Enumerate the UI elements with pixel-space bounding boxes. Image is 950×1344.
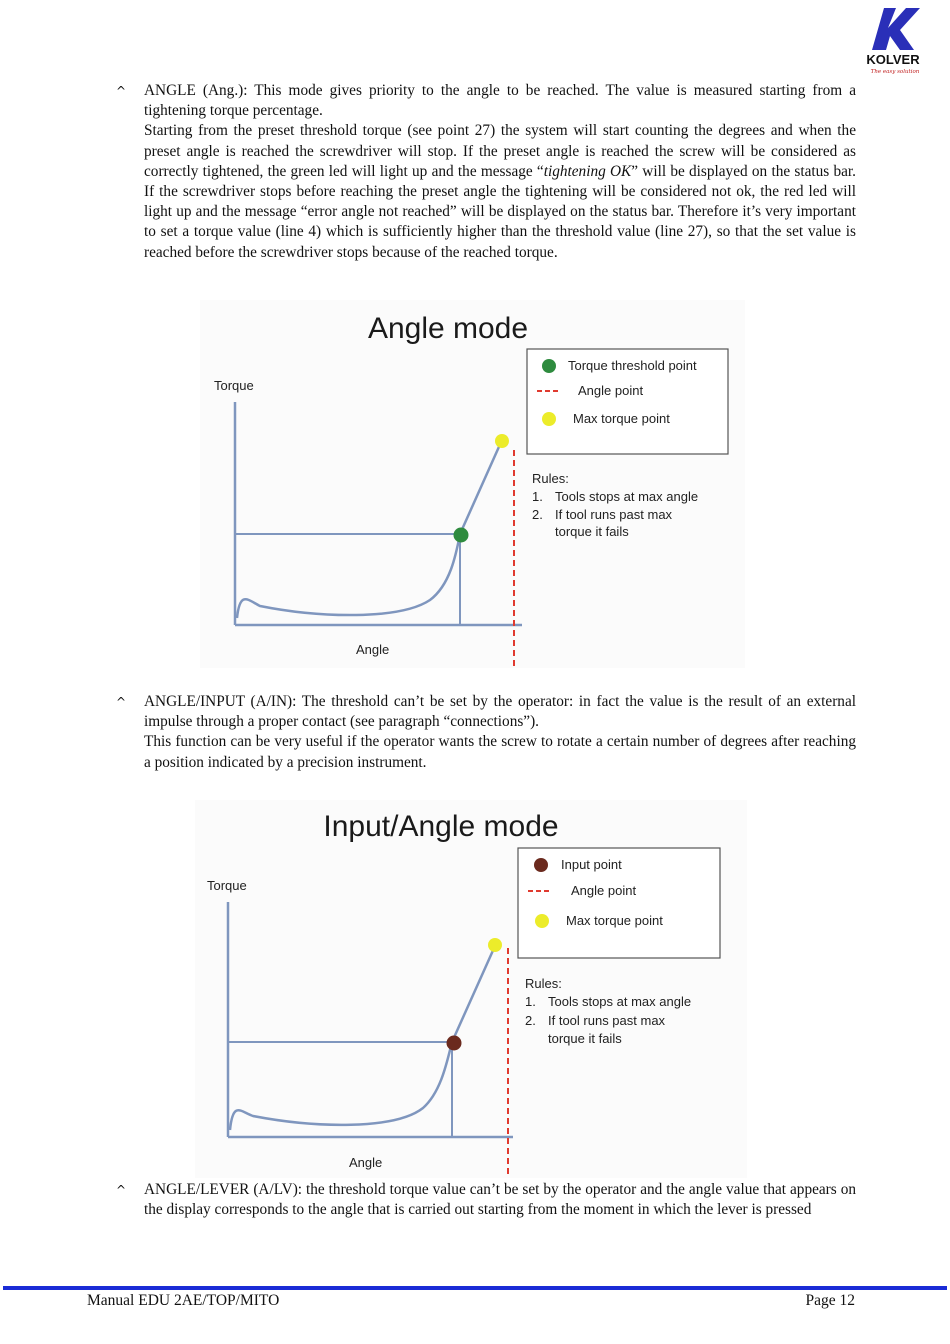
y-axis-label: Torque	[214, 378, 254, 393]
max-torque-point	[495, 434, 509, 448]
legend-max-icon	[542, 412, 556, 426]
legend-item-angle: Angle point	[571, 883, 637, 898]
torque-threshold-point	[454, 528, 469, 543]
angle-input-intro-text: ANGLE/INPUT (A/IN): The threshold can’t be set by the operator: in fact the value is the result of an external impulse through a proper contact (see paragraph “connections”).	[144, 693, 856, 731]
kolver-logo	[862, 6, 924, 76]
figure-title: Input/Angle mode	[323, 810, 559, 843]
legend-item-max: Max torque point	[573, 411, 670, 426]
rule-2-cont: torque it fails	[555, 524, 629, 539]
logo-brand: KOLVER	[866, 52, 920, 67]
input-point	[447, 1036, 462, 1051]
angle-lever-text: ANGLE/LEVER (A/LV): the threshold torque value can’t be set by the operator and the angle value that appears on the display corresponds to the angle that is carried out starting from the moment in which the lever is pressed	[144, 1181, 856, 1219]
rule-number-1: 1.	[525, 994, 536, 1009]
x-axis-label: Angle	[356, 642, 390, 657]
legend-max-icon	[535, 914, 549, 928]
rule-1: Tools stops at max angle	[555, 489, 699, 504]
rule-2: If tool runs past max	[555, 507, 673, 522]
input-angle-mode-figure	[195, 800, 747, 1178]
legend-item-max: Max torque point	[566, 913, 663, 928]
logo-tagline: The easy solution	[870, 69, 920, 75]
rules-title: Rules:	[532, 471, 569, 486]
bullet-marker: ^	[116, 84, 127, 98]
footer-divider	[3, 1286, 947, 1290]
legend-point-icon	[534, 858, 548, 872]
rule-2: If tool runs past max	[548, 1013, 666, 1028]
footer-page-number: Page 12	[805, 1292, 855, 1309]
rule-2-cont: torque it fails	[548, 1031, 622, 1046]
angle-input-section	[116, 692, 856, 773]
angle-mode-chart	[200, 300, 745, 668]
legend-item-angle: Angle point	[578, 383, 644, 398]
footer-manual-title: Manual EDU 2AE/TOP/MITO	[87, 1292, 280, 1309]
angle-detail-text: Starting from the preset threshold torque (see point 27) the system will start counting the degrees and when the preset angle is reached the screwdriver will stop. If the preset angle is reached the screw will be considered as correctly tightened, the green led will light up and the message “tightening OK” will be displayed on the status bar. If the screwdriver stops before reaching the preset angle the tightening will be considered not ok, the red led will light up and the message “error angle not reached” will be displayed on the status bar. Therefore it’s very important to set a torque value (line 4) which is sufficiently higher than the threshold value (line 27), so that the set value is reached before the screwdriver stops because of the reached torque.	[144, 122, 856, 261]
rule-number-2: 2.	[532, 507, 543, 522]
y-axis-label: Torque	[207, 878, 247, 893]
rule-number-1: 1.	[532, 489, 543, 504]
legend-point-icon	[542, 359, 556, 373]
figure-title: Angle mode	[367, 312, 529, 345]
bullet-marker: ^	[116, 1183, 127, 1197]
angle-lever-section	[116, 1180, 856, 1220]
angle-mode-figure	[200, 300, 745, 668]
rule-number-2: 2.	[525, 1013, 536, 1028]
input-angle-mode-chart	[195, 800, 747, 1178]
angle-mode-section	[116, 81, 856, 263]
legend-item-threshold: Torque threshold point	[568, 358, 697, 373]
legend-item-input: Input point	[561, 857, 622, 872]
angle-intro-text: ANGLE (Ang.): This mode gives priority to the angle to be reached. The value is measured starting from a tightening torque percentage.	[144, 82, 856, 120]
x-axis-label: Angle	[349, 1155, 383, 1170]
angle-input-detail-text: This function can be very useful if the operator wants the screw to rotate a certain number of degrees after reaching a position indicated by a precision instrument.	[144, 733, 856, 771]
rule-1: Tools stops at max angle	[548, 994, 692, 1009]
max-torque-point	[488, 938, 502, 952]
bullet-marker: ^	[116, 695, 127, 709]
rules-title: Rules:	[525, 976, 562, 991]
